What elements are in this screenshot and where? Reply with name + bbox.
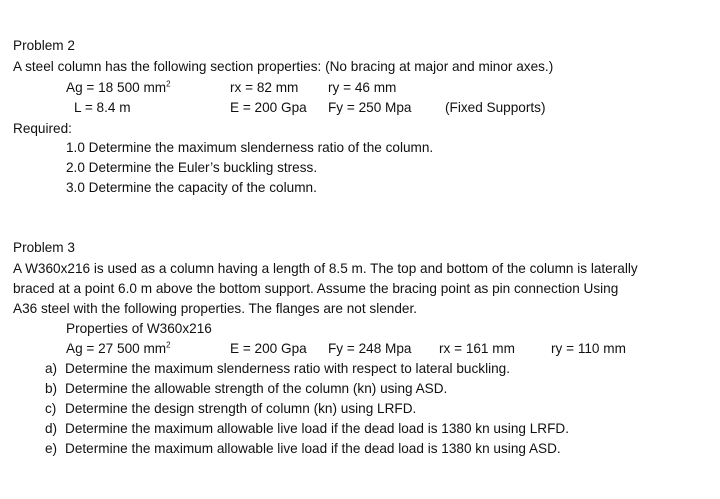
problem3-item-d [45,421,569,437]
problem2-ry: ry = 46 mm [328,80,397,95]
problem2-ag-sup: 2 [166,79,171,89]
problem3-item-a-text: Determine the maximum slenderness ratio with respect to lateral buckling. [65,361,511,376]
problem2-rx: rx = 82 mm [230,80,299,95]
problem3-item-c [45,401,416,417]
problem3-item-e-text: Determine the maximum allowable live load if the dead load is 1380 kn using ASD. [65,441,561,456]
problem3-item-a [45,361,510,377]
problem2-item-1: 1.0 Determine the maximum slenderness ratio of the column. [66,140,434,155]
problem2-ag [66,80,171,96]
problem3-intro-line-3: A36 steel with the following properties. The flanges are not slender. [13,301,418,316]
problem3-intro-line-1: A W360x216 is used as a column having a length of 8.5 m. The top and bottom of the column is laterally [13,261,638,276]
problem3-item-b [45,381,447,397]
problem2-ag-text: Ag = 18 500 mm [66,80,167,95]
problem3-intro-line-2: braced at a point 6.0 m above the bottom support. Assume the bracing point as pin connection Using [13,281,619,296]
problem3-heading: Problem 3 [13,240,75,255]
problem2-fy: Fy = 250 Mpa [328,100,412,115]
problem3-item-e-marker: e) [45,441,58,456]
problem2-heading: Problem 2 [13,38,75,53]
problem3-item-e [45,441,561,457]
problem3-item-c-marker: c) [45,401,57,416]
problem2-intro: A steel column has the following section properties: (No bracing at major and minor axes.) [13,59,554,74]
problem2-required: Required: [13,121,72,136]
problem3-ag-text: Ag = 27 500 mm [66,341,167,356]
problem3-item-b-text: Determine the allowable strength of the column (kn) using ASD. [65,381,448,396]
problem2-item-3: 3.0 Determine the capacity of the column. [66,180,317,195]
problem3-ag [66,341,171,357]
problem3-ag-sup: 2 [166,340,171,350]
problem3-properties-title: Properties of W360x216 [66,321,212,336]
problem3-item-b-marker: b) [45,381,58,396]
problem3-item-d-marker: d) [45,421,58,436]
problem3-rx: rx = 161 mm [439,341,515,356]
problem3-item-d-text: Determine the maximum allowable live load if the dead load is 1380 kn using LRFD. [65,421,569,436]
problem2-length: L = 8.4 m [74,100,131,115]
problem3-e: E = 200 Gpa [230,341,307,356]
problem3-fy: Fy = 248 Mpa [328,341,412,356]
problem2-e: E = 200 Gpa [230,100,307,115]
problem2-supports: (Fixed Supports) [445,100,546,115]
problem3-ry: ry = 110 mm [551,341,626,356]
problem3-item-c-text: Determine the design strength of column (kn) using LRFD. [65,401,417,416]
problem3-item-a-marker: a) [45,361,58,376]
problem2-item-2: 2.0 Determine the Euler’s buckling stress. [66,160,318,175]
